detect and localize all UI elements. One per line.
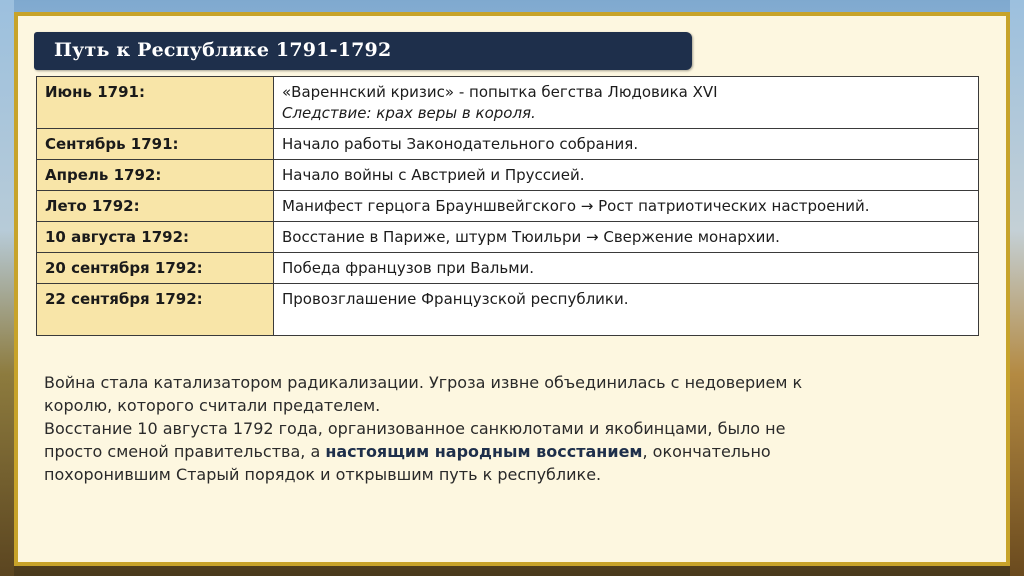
- summary-highlight: настоящим народным восстанием: [325, 442, 643, 461]
- event-note: Следствие: крах веры в короля.: [282, 104, 536, 122]
- date-cell: 10 августа 1792:: [37, 222, 274, 253]
- slide-frame: [14, 12, 1010, 566]
- summary-paragraph-1: Война стала катализатором радикализации. Угроза извне объединилась с недоверием к королю, которого считали предателем.: [44, 373, 803, 415]
- event-cell: [274, 77, 979, 129]
- slide-title: Путь к Республике 1791-1792: [54, 39, 392, 61]
- date-cell: Сентябрь 1791:: [37, 129, 274, 160]
- table-row: [37, 253, 979, 284]
- event-cell: Начало войны с Австрией и Пруссией.: [274, 160, 979, 191]
- timeline-table: [36, 76, 979, 336]
- event-cell: Начало работы Законодательного собрания.: [274, 129, 979, 160]
- background-right: [1010, 0, 1024, 576]
- event-cell: Манифест герцога Брауншвейгского → Рост патриотических настроений.: [274, 191, 979, 222]
- summary-text-before: Восстание 10 августа 1792 года, организованное санкюлотами и якобинцами, было не просто сменой правительства, а: [44, 419, 786, 461]
- table-row: [37, 160, 979, 191]
- table-row: [37, 129, 979, 160]
- event-text: «Вареннский кризис» - попытка бегства Людовика XVI: [282, 83, 718, 101]
- table-row: [37, 222, 979, 253]
- date-cell: Июнь 1791:: [37, 77, 274, 129]
- event-cell: Провозглашение Французской республики.: [274, 284, 979, 336]
- summary-text: [44, 371, 804, 486]
- table-row: [37, 191, 979, 222]
- background-left: [0, 0, 14, 576]
- summary-paragraph-2: [44, 417, 804, 486]
- date-cell: 22 сентября 1792:: [37, 284, 274, 336]
- title-bar: [34, 32, 692, 70]
- date-cell: Лето 1792:: [37, 191, 274, 222]
- table-row: [37, 284, 979, 336]
- date-cell: 20 сентября 1792:: [37, 253, 274, 284]
- date-cell: Апрель 1792:: [37, 160, 274, 191]
- event-cell: Победа французов при Вальми.: [274, 253, 979, 284]
- event-cell: Восстание в Париже, штурм Тюильри → Свержение монархии.: [274, 222, 979, 253]
- table-row: [37, 77, 979, 129]
- summary-text-after: , окончательно похоронившим Старый порядок и открывшим путь к республике.: [44, 442, 771, 484]
